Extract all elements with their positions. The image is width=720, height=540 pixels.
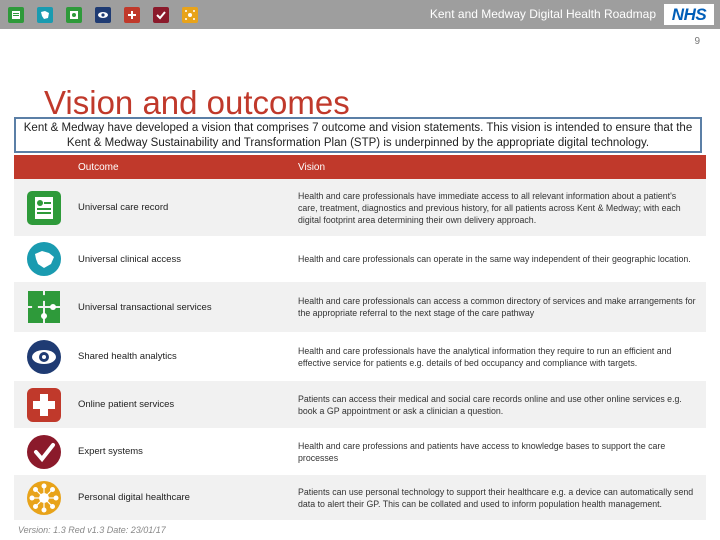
puzzle-icon (66, 7, 82, 23)
table-row (14, 179, 706, 236)
outcome-label: Online patient services (78, 399, 175, 410)
eye-icon (95, 7, 111, 23)
map-icon (14, 242, 74, 276)
outcome-label: Universal clinical access (78, 253, 181, 265)
network-icon (182, 7, 198, 23)
puzzle-icon (14, 290, 74, 324)
vision-text: Health and care professionals have immediate access to all relevant information about a patient's care, treatment, diagnostics and previous history, for all patients across Kent & Medway; with each digital footprint area determining their own delivery approach. (298, 190, 681, 225)
table-row (14, 428, 706, 475)
vision-text: Patients can access their medical and social care records online and use other online services e.g. book a GP appointment or ask a clinician a question. (298, 393, 682, 416)
page-number: 9 (694, 36, 700, 47)
table-row (14, 282, 706, 332)
roadmap-title: Kent and Medway Digital Health Roadmap (429, 7, 656, 21)
checkmark-icon (153, 7, 169, 23)
table-header (14, 155, 706, 179)
top-header-bar (0, 0, 720, 29)
vision-text: Health and care professionals have the analytical information they require to run an efficient and effective service for patients e.g. details of bed occupancy and compliance with targets. (298, 345, 672, 368)
version-footer: Version: 1.3 Red v1.3 Date: 23/01/17 (18, 525, 166, 535)
map-icon (37, 7, 53, 23)
vision-outcomes-table (14, 155, 706, 520)
vision-text: Health and care professions and patients have access to knowledge bases to support the care processes (298, 440, 666, 463)
outcome-label: Expert systems (78, 446, 143, 457)
eye-icon (14, 340, 74, 374)
outcome-icon-strip (8, 7, 198, 23)
intro-text-box: Kent & Medway have developed a vision that comprises 7 outcome and vision statements. This vision is intended to ensure that the Kent & Medway Sustainability and Transformation Plan (STP) is underpinned by the appropriate digital technology. (14, 117, 702, 153)
vision-text: Health and care professionals can access a common directory of services and make arrangements for the appropriate referral to the next stage of the care pathway (298, 296, 696, 318)
table-row (14, 381, 706, 428)
outcome-label: Personal digital healthcare (78, 492, 190, 503)
outcome-label: Universal care record (78, 202, 169, 213)
network-icon (14, 481, 74, 515)
outcome-label: Universal transactional services (78, 301, 212, 313)
outcome-column-header: Outcome (78, 161, 119, 173)
table-row (14, 236, 706, 282)
outcome-label: Shared health analytics (78, 351, 177, 362)
medical-cross-icon (14, 388, 74, 422)
medical-cross-icon (124, 7, 140, 23)
vision-column-header: Vision (298, 161, 326, 173)
care-record-icon (14, 191, 74, 225)
table-row (14, 475, 706, 520)
checkmark-icon (14, 435, 74, 469)
nhs-logo (664, 4, 714, 25)
vision-text: Health and care professionals can operate in the same way independent of their geographic location. (298, 254, 691, 264)
vision-text: Patients can use personal technology to support their healthcare e.g. a device can automatically send data to alert their GP. This can be collated and used to inform population health management. (298, 486, 694, 509)
nhs-logo-text: NHS (671, 4, 707, 24)
care-record-icon (8, 7, 24, 23)
table-row (14, 332, 706, 381)
page-title: Vision and outcomes (44, 84, 350, 122)
